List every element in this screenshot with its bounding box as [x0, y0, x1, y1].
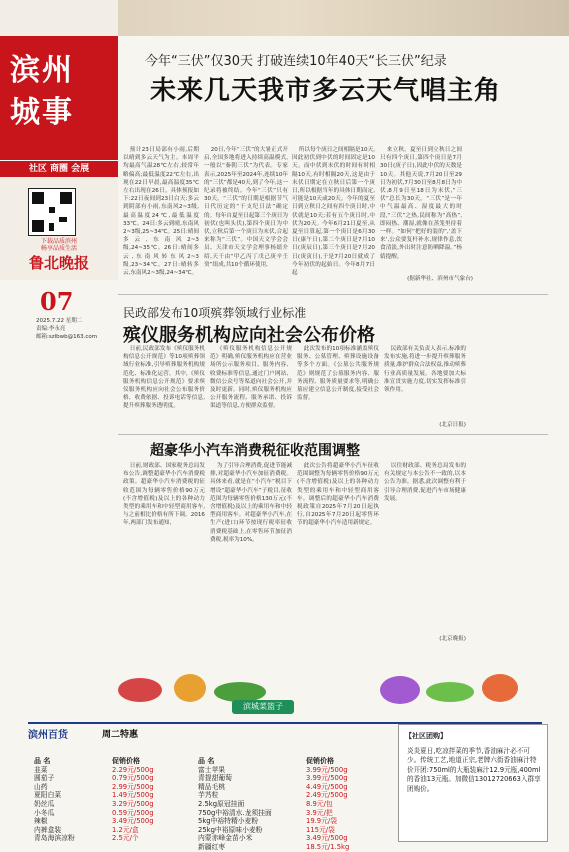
story3-col4-text: 以往财政部、税务总局发布的有关规定与本公告不一致的,以本公告为准。据悉,此次调整有利于引导合理消费,促进汽车市场健康发展。: [384, 463, 466, 502]
table-row: [34, 783, 214, 792]
shop-table-right-header: [198, 757, 398, 766]
community-groupbuy-ad: [398, 724, 548, 842]
shop-table-right: [198, 757, 398, 852]
ad-text: 炎炎夏日,吃凉拌菜的季节,香油麻汁必不可少。传统工艺,地道正宗,老牌六街香油麻汁特价开团:750ml的大瓶装麻汁12.9元瓶,400ml的香油13元瓶。加微信13012720663入群享团购价。: [407, 747, 541, 793]
story1-kicker: 今年“三伏”仅30天 打破连续10年40天“长三伏”纪录: [145, 54, 447, 69]
item-name: 青提甜葡萄: [198, 774, 232, 783]
story1-col2-text: 20日,今年“三伏”的大暑正式开启,全国多地将进入持续高温模式,一般以“秦朝三伏”为代表。专家表示,2025年至2024年,连续10年的“三伏”都是40天,到了今年,这一纪录将被终结。今年“三伏”只有30天。“三伏”的日期是根据节气日代历定的“干支纪日法”确定的。每年自夏至日起第三个庚日为初伏(也叫头伏),第四个庚日为中伏,立秋后第一个庚日为末伏,合起来称为“三伏”。中国天文学会会员、天津市天文学会理事杨婧介绍,天干由“甲乙丙丁戊己庚辛壬癸”组成,共10个循环使用,: [204, 147, 288, 268]
story3-col3-text: 此次公告将超豪华小汽车征收范围调整为每辆零售价格90万元(不含增值税)及以上的各种动力类型的乘用车和中轻型商用客车。调整后的超豪华小汽车消费税政策自2025年7月20日起执行,自2025年7月20日起零售环节的超豪华小汽车适用新规定。: [297, 463, 379, 527]
item-name: 辣椒: [34, 817, 48, 826]
paper-name: 鲁北晚报: [28, 254, 89, 272]
item-name: 750g中裕清水.龙须挂面: [198, 808, 272, 817]
item-name: 奶丝瓜: [34, 799, 55, 808]
col-name-header: 品 名: [34, 757, 51, 765]
table-row: [198, 774, 398, 783]
table-row: [198, 783, 398, 792]
story2-col4: [384, 345, 466, 420]
story1-headline: 未来几天我市多云天气唱主角: [150, 76, 502, 106]
story2-col2-text: 《殡仪服务机构信息公开规范》明确,殡仪服务机构应在营业场所公示服务项目、服务内容、收费标准等信息,通过门户网站、微信公众号等渠道向社会公开,并及时更新。同时,殡仪服务机构应公开服务流程、服务承诺、投诉渠道等信息,方便群众监督。: [210, 346, 292, 410]
shop-title: 周二特惠: [102, 730, 139, 740]
story3-col3: [297, 462, 379, 644]
divider-1: [118, 294, 548, 295]
story3-col2: [210, 462, 292, 644]
table-row: [198, 800, 398, 809]
table-row: [198, 843, 398, 852]
story2-byline: (北京日报): [439, 422, 466, 428]
story2-col1: [123, 345, 205, 428]
item-price: 115元/袋: [306, 825, 335, 834]
story1-col1: [123, 146, 199, 284]
table-row: [198, 766, 398, 775]
section-logo: [0, 36, 118, 160]
table-row: [34, 774, 214, 783]
email: 邮箱:szlbwb@163.com: [36, 334, 98, 340]
divider-2: [118, 434, 548, 435]
story1-col3-text: 所以每个庚日之间相隔是10天,因此初伏到中伏的时间固定是10天。而中伏到末伏的时间有时相隔10天,有时相隔20天,这是由于末伏日期定在立秋日后第一个庚日,所以根据当年的具体日期而定,可能是10天或20天。今年的夏至日到立秋日之间有四个庚日时,中伏就是10天;若有五个庚日时,中伏为20天。今年6月21日夏至,从夏至日算起,第一个庚日是6月30日(康午日),第二个庚日是7月10日(庚辰日),第三个庚日是7月20日(庚寅日),于是7月20日就成了今年初伏的起始日。今年8月7日起: [292, 147, 375, 277]
ad-title: 【社区团购】: [405, 732, 447, 740]
item-name: 精品毛桃: [198, 782, 226, 791]
item-name: 富士苹果: [198, 765, 226, 774]
promo-label: 滨城菜篮子: [232, 700, 294, 714]
item-name: 韭菜: [34, 765, 48, 774]
qr-caption: 下载品质滨州: [40, 238, 77, 245]
story3-col1: [123, 462, 205, 644]
vegetable-illustration: [100, 660, 540, 710]
section-tagline: 社区 商圈 会展: [0, 160, 118, 177]
item-name: 5kg中裕特精小麦粉: [198, 817, 259, 826]
item-price: 19.9元/袋: [306, 817, 338, 826]
story2-kicker: 民政部发布10项殡葬领域行业标准: [123, 306, 307, 320]
item-name: 25kg中裕原味小麦粉: [198, 825, 263, 834]
item-price: 3.99元/500g: [306, 765, 348, 774]
item-price: 1.2元/盒: [112, 825, 139, 834]
section-title-line2: 城事: [10, 95, 74, 130]
qr-caption-2: 畅享品质生活: [40, 245, 77, 252]
item-name: 青岛海滨凉粉: [34, 834, 75, 843]
item-name: 山药: [34, 782, 48, 791]
item-price: 2.99元/500g: [112, 782, 154, 791]
story1-col2: [204, 146, 288, 284]
item-price: 2.5元/个: [112, 834, 139, 843]
table-row: [198, 809, 398, 818]
item-name: 内裤盒装: [34, 825, 62, 834]
section-title-line1: 滨州: [10, 53, 74, 88]
item-price: 3.49元/500g: [112, 817, 154, 826]
qr-code-icon[interactable]: [28, 188, 76, 236]
story1-col1-text: 预计23日局部有小雨,后期以晴到多云天气为主。本周平均最高气温28℃左右,较常年略偏高;最低温度22℃左右,出现在22日早晨,最高温度35℃左右出现在26日。具体预报如下:22日夜间到23日白天:多云到阴部有小雨,东南风2~3级,最高温度24℃,最低温度33℃。24日:多云到晴,东南风2~3级,25~34℃。25日:晴间多云,东南风2~3级,24~35℃。26日:晴间多云,东南风转东风2~3级,23~34℃。27日:晴转多云,东南风2~3级,24~34℃。: [123, 147, 199, 277]
shop-logo: 滨州百货: [28, 730, 68, 741]
story2-col1-text: 日前,民政部发布《殡仪服务机构信息公开规范》等10项殡葬领域行业标准,引导殡葬服务机构规范化、标准化运营。其中,《殡仪服务机构信息公开规范》要求殡仪服务机构应向社会公布服务价格、收费依据、投诉电话等信息,提升殡葬服务透明度。: [123, 346, 205, 410]
item-price: 3.9元/把: [306, 808, 333, 817]
story2-col4-text: 民政部有关负责人表示,标准的发布实施,将进一步提升殡葬服务质量,维护群众合法权益,推动殡葬行业高质量发展。各地要加大标准宣贯实施力度,切实发挥标准引领作用。: [384, 346, 466, 394]
table-row: [34, 766, 214, 775]
item-price: 3.49元/500g: [306, 834, 348, 843]
shop-table-left-header: [34, 757, 214, 766]
col-price-header: 促销价格: [306, 757, 334, 765]
item-price: 0.79元/500g: [112, 774, 154, 783]
item-price: 2.49元/500g: [306, 791, 348, 800]
table-row: [34, 800, 214, 809]
story3-headline: 超豪华小汽车消费税征收范围调整: [150, 443, 360, 459]
item-name: 内蒙赤峰金苗小米: [198, 834, 253, 843]
story2-col3: [297, 345, 379, 428]
table-row: [198, 817, 398, 826]
item-name: 芋艿粒: [198, 791, 219, 800]
story3-col2-text: 为了引导合理消费,促进节能减排,对超豪华小汽车加征消费税。具体来看,就是在“小汽车”税目下增设“超豪华小汽车”子税目,征收范围为每辆零售价格130万元(不含增值税)及以上的乘用车和中轻型商用客车。对超豪华小汽车,在生产(进口)环节按现行税率征收消费税基础上,在零售环节加征消费税,税率为10%。: [210, 463, 292, 543]
item-price: 2.29元/500g: [112, 765, 154, 774]
issue-date: 2025.7.22 星期二: [36, 318, 83, 324]
story3-col1-text: 日前,财政部、国家税务总局发布公告,调整超豪华小汽车消费税政策。超豪华小汽车消费税的征收范围为每辆零售价格90万元(不含增值税)及以上的各种动力类型的乘用车和中轻型商用客车,与之前相比价格有所下调。2016年,两部门发布通知,: [123, 463, 205, 527]
item-price: 1.49元/500g: [112, 791, 154, 800]
item-price: 3.99元/500g: [306, 774, 348, 783]
story1-col4: [380, 146, 462, 274]
table-row: [198, 791, 398, 800]
item-name: 圆茄子: [34, 774, 55, 783]
story2-col2: [210, 345, 292, 428]
item-price: 0.59元/500g: [112, 808, 154, 817]
story3-col4: [384, 462, 466, 634]
item-name: 2.5kg原冠挂面: [198, 799, 245, 808]
col-price-header: 促销价格: [112, 757, 140, 765]
item-price: 3.29元/500g: [112, 799, 154, 808]
story2-col3-text: 此次发布的10项标准涵盖殡仪服务、公墓管理、殡葬设施设备等多个方面。《公墓公共服务规范》则规范了公墓服务内容、服务流程、服务质量要求等,明确公墓应建立信息公开制度,接受社会监督。: [297, 346, 379, 402]
item-name: 新疆红枣: [198, 842, 226, 851]
page-number: 07: [40, 287, 74, 316]
item-price: 8.9元/包: [306, 799, 333, 808]
item-price: 4.49元/500g: [306, 782, 348, 791]
item-price: 18.5元/1.5kg: [306, 842, 350, 851]
table-row: [34, 834, 214, 843]
table-row: [34, 791, 214, 800]
shop-table-left: [34, 757, 214, 843]
item-name: 夏阳白菜: [34, 791, 62, 800]
item-name: 小冬瓜: [34, 808, 55, 817]
table-row: [198, 834, 398, 843]
story3-byline: (北京晚报): [439, 636, 466, 642]
table-row: [34, 817, 214, 826]
story2-headline: 殡仪服务机构应向社会公布价格: [123, 325, 375, 346]
editor: 责编:李永亮: [36, 326, 66, 332]
col-name-header: 品 名: [198, 757, 215, 765]
story1-col4-text: 来立秋。夏至日到立秋日之间只有四个庚日,第四个庚日是7月30日(庚子日),因此中伏的天数是10天。其他天说,7月20日至29日为初伏,7月30日至8月8日为中伏,8月9日至18日为末伏,“三伏”总长为30天。“三伏”是一年中气温最高、湿度最大的时段,“三伏”之热,民间称为“高热”,即闷热、潮湿,就像在蒸笼里待着一样。“如何“把好的装的”,‘盖下来’,公众要复杆补水,规律作息,饮食清淡,外出时注意防晒降温。”杨婧提醒。: [380, 147, 462, 260]
story1-byline: (据新华社、滨州市气象台): [407, 276, 473, 282]
story1-col3: [292, 146, 375, 284]
table-row: [34, 809, 214, 818]
